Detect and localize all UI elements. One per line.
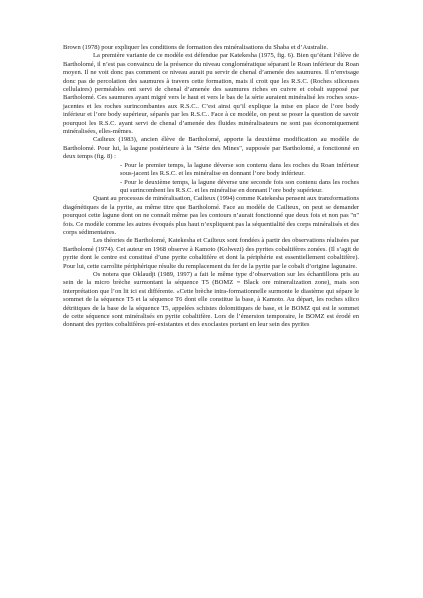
list-item-second-time: - Pour le deuxième temps, la lagune déverse une seconde fois son contenu dans les roches qui surincombent les R.S.C. et les minéralise en donnant l’ore body supérieur.: [120, 178, 359, 194]
paragraph-mineralisation-process: Quant au processus de minéralisation, Cailteux (1994) comme Katekesha pensent aux transformations diagénétiques de la pyrite, au même titre que Bartholomé. Face au modèle de Cailteux, on peut se demander pourquoi cette lagune dont on ne connaît même pas les contours n’aurait fonctionné que deux fois et non pas "n" fois. Ce modèle comme les autres évoqués plus haut n’expliquent pas la séquentialité des corps minéralisés et des corps sédimentaires.: [63, 195, 359, 236]
paragraph-intro-continued: Brown (1978) pour expliquer les conditions de formation des minéralisations du Shaba et d’Australie.: [63, 44, 328, 51]
paragraph-oklaudji-observation: Os notera que Oklaudji (1989, 1997) a fait le même type d’observation sur les échantillons pris au sein de la micro brèche surmontant la séquence T5 (BOMZ = Black ore mineralization zone), mais son interprétation que l’on lit ici est différente. «Cette brèche intra-formationnelle surmonte le diastème qui sépare le sommet de la séquence T5 et la séquence T6 dont elle constitue la base, à Kamoto. Au départ, les roches silico détritiques de la base de la séquence T5, appelées schistes dolomitiques de base, et le BOMZ qui est le sommet de cette séquence sont minéralisés en pyrite cobaltifère. Lors de l’émersion temporaire, le BOMZ est érodé en donnant des pyrites cobaltifères pré-existantes et des exoclastes portant en leur sein des pyrites: [63, 270, 359, 329]
list-item-first-time: - Pour le premier temps, la lagune déverse son contenu dans les roches du Roan inférieur sous-jacent les R.S.C. et les minéralise en donnant l’ore body inférieur.: [120, 161, 359, 178]
document-page: [63, 44, 359, 330]
paragraph-theories-foundation: Les théories de Bartholomé, Katekesha et Cailteux sont fondées à partir des observations réalisées par Bartholomé (1974). Cet auteur en 1968 observe à Kamoto (Kolwezi) des pyrites cobaltifères zonées. (Il s’agit de pyrite dont le centre est constitué d’une pyrite cobaltifère et dont la périphérie est essentiellement cobaltifère). Pour lui, cette carrolite périphérique résulte du remplacement du fer de la pyrite par le cobalt d’origine lagunaire.: [63, 237, 359, 270]
paragraph-cailteux-modification: Cailteux (1983), ancien élève de Bartholomé, apporte la deuxième modification au modèle de Bartholomé. Pour lui, la lagune postérieure à la "Série des Mines", supposée par Bartholomé, a fonctionné en deux temps (fig. 8) :: [63, 136, 359, 161]
paragraph-katekesha-variant: La première variante de ce modèle est défendue par Katekesha (1975, fig. 6). Bien qu’étant l’élève de Bartholomé, il n’est pas convaincu de la présence du niveau conglomératique séparant le Roan inférieur du Roan moyen. Il ne voit donc pas comment ce niveau aurait pu servir de chenal d’amenée des saumures. Il n’envisage donc pas de percolation des saumures à travers cette formation, mais il croit que les R.S.C. (Roches siliceuses cellulaires) perméables ont servi de chenal d’amenée des saumures riches en cuivre et cobalt supposé par Bartholomé. Ces saumures ayant migré vers le haut et vers le bas de la série auraient minéralisé les roches sous-jacentes et les roches surincombantes aux R.S.C.. C’est ainsi qu’il explique la mise en place de l’ore body inférieur et l’ore body supérieur, séparés par les R.S.C.. Face à ce modèle, on peut se poser la question de savoir pourquoi les R.S.C. ayant servi de chenal d’amenée des fluides minéralisateurs ne sont pas économiquement minéralisées, elles-mêmes.: [63, 52, 359, 136]
